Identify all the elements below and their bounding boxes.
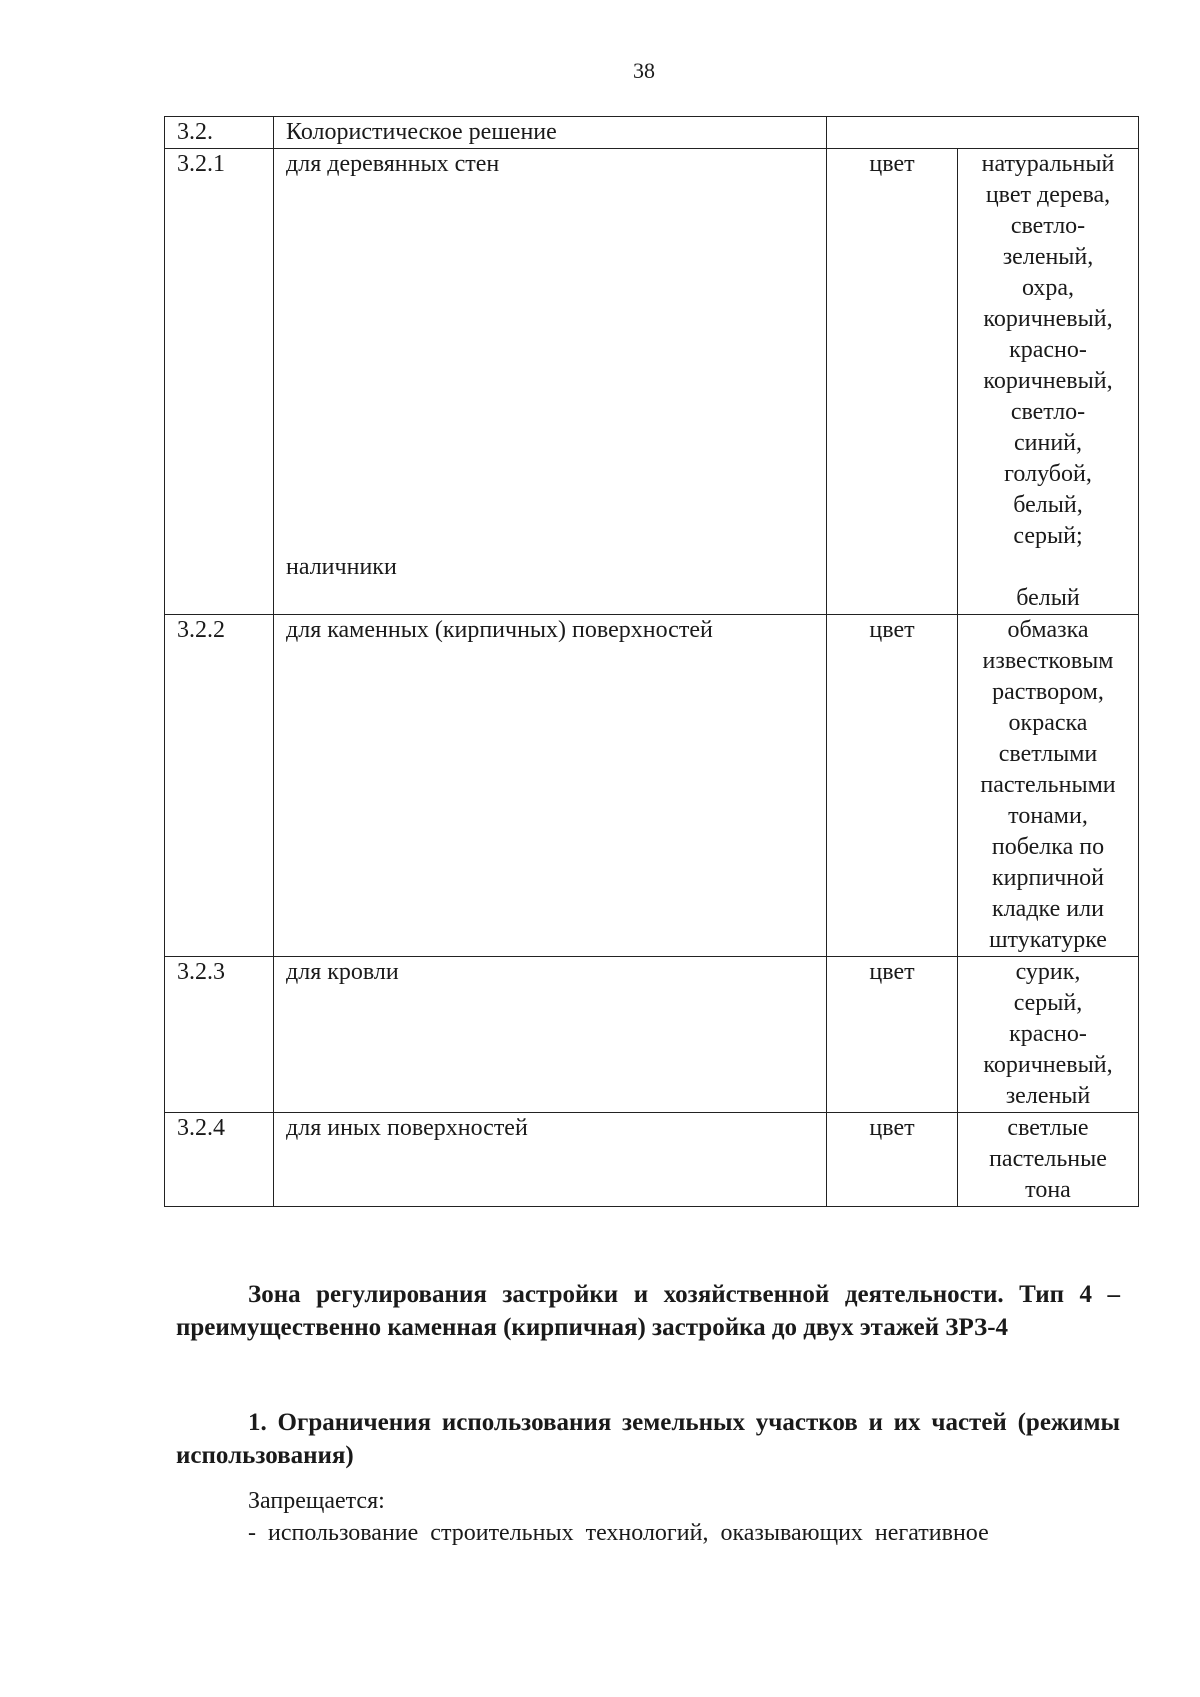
value-line: зеленый [1005, 1083, 1091, 1109]
value-line: серый; [1013, 523, 1083, 549]
value-line: натуральный [981, 151, 1115, 177]
zone-heading: Зона регулирования застройки и хозяйственной деятельности. Тип 4 – преимущественно каменная (кирпичная) застройка до двух этажей ЗРЗ-4 [176, 1281, 1120, 1341]
value-line: красно- [1009, 1021, 1087, 1047]
row-description [274, 149, 827, 615]
value-line: окраска [1008, 710, 1088, 736]
value-line: побелка по [991, 834, 1105, 860]
prohibited-label: Запрещается: [248, 1488, 385, 1514]
value-line: серый, [1013, 990, 1083, 1016]
value-line: пастельными [980, 772, 1116, 798]
value-line: красно- [1009, 337, 1087, 363]
row-spacer [286, 180, 826, 552]
value-line: светло- [1010, 399, 1086, 425]
row-sub-value: белый [1016, 585, 1080, 611]
section-empty-cell [827, 117, 1139, 149]
row-indicator: цвет [827, 149, 958, 615]
value-line: тона [1025, 1177, 1071, 1203]
value-line: голубой, [1004, 461, 1092, 487]
row-number: 3.2.1 [165, 149, 274, 615]
section-1-heading: 1. Ограничения использования земельных участков и их частей (режимы использования) [176, 1409, 1120, 1469]
value-line: обмазка [1007, 617, 1089, 643]
value-line: охра, [1021, 275, 1075, 301]
row-number: 3.2.4 [165, 1113, 274, 1207]
row-description: для иных поверхностей [274, 1113, 827, 1207]
row-number: 3.2.2 [165, 615, 274, 957]
color-scheme-table [164, 116, 1139, 1207]
row-value [958, 149, 1139, 615]
table-row [165, 615, 1139, 957]
value-line: цвет дерева, [985, 182, 1111, 208]
section-number: 3.2. [165, 117, 274, 149]
value-line: светлыми [998, 741, 1098, 767]
table-row [165, 1113, 1139, 1207]
value-line: коричневый, [983, 1052, 1113, 1078]
row-value [958, 615, 1139, 957]
value-spacer [958, 552, 1138, 583]
value-line: белый, [1013, 492, 1083, 518]
section-title: Колористическое решение [274, 117, 827, 149]
value-line: тонами, [1008, 803, 1088, 829]
value-line: зеленый, [1002, 244, 1094, 270]
table-row [165, 149, 1139, 615]
bullet-text: - использование строительных технологий, оказывающих негативное [248, 1520, 989, 1546]
value-line: кладке или [992, 896, 1104, 922]
value-line: коричневый, [983, 306, 1113, 332]
row-description-text: для деревянных стен [286, 151, 500, 177]
row-indicator: цвет [827, 615, 958, 957]
value-line: сурик, [1015, 959, 1081, 985]
value-line: штукатурке [989, 927, 1107, 953]
value-line: светло- [1010, 213, 1086, 239]
row-sub-description: наличники [286, 554, 397, 580]
row-description: для каменных (кирпичных) поверхностей [274, 615, 827, 957]
value-line: светлые [1007, 1115, 1089, 1141]
row-description: для кровли [274, 957, 827, 1113]
row-indicator: цвет [827, 957, 958, 1113]
row-value [958, 1113, 1139, 1207]
value-line: раствором, [992, 679, 1104, 705]
row-indicator: цвет [827, 1113, 958, 1207]
row-value [958, 957, 1139, 1113]
row-number: 3.2.3 [165, 957, 274, 1113]
value-line: коричневый, [983, 368, 1113, 394]
page-number: 38 [633, 58, 655, 83]
table-row-section [165, 117, 1139, 149]
table-row [165, 957, 1139, 1113]
value-line: известковым [982, 648, 1114, 674]
value-line: пастельные [989, 1146, 1107, 1172]
value-line: синий, [1013, 430, 1083, 456]
value-line: кирпичной [992, 865, 1104, 891]
